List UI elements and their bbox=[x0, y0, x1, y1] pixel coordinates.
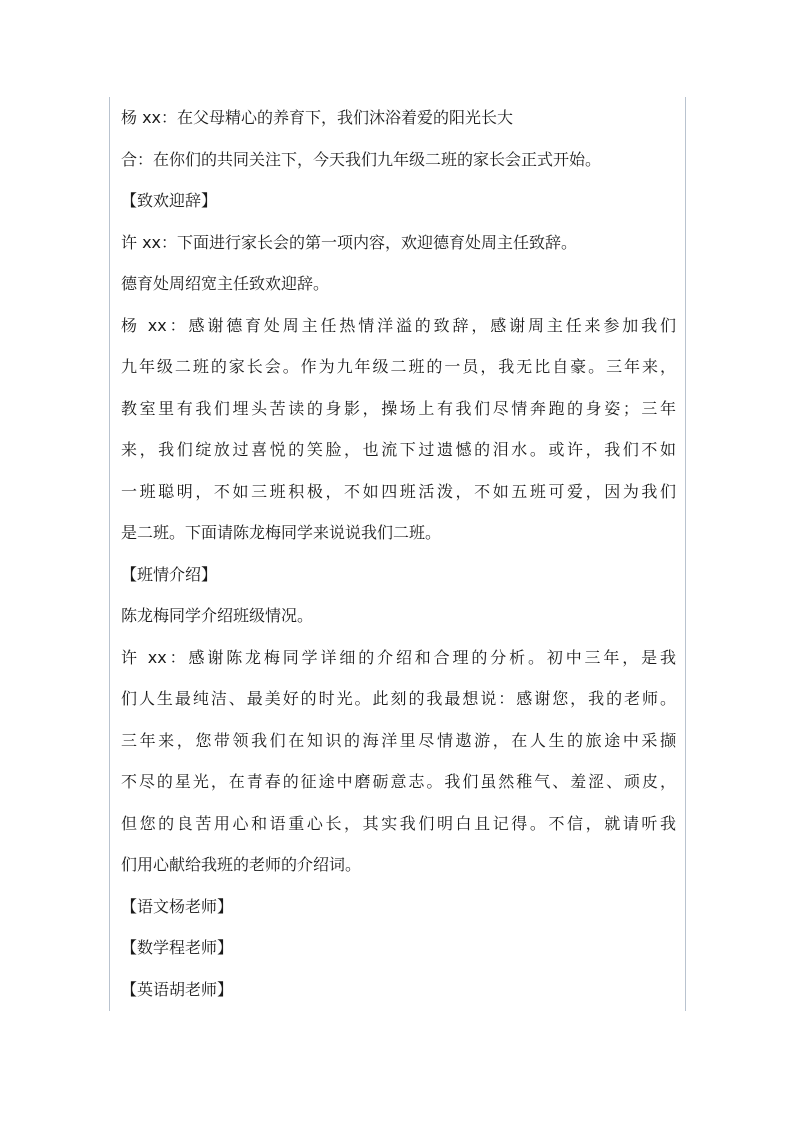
text-line: 一班聪明，不如三班积极，不如四班活泼，不如五班可爱，因为我们 bbox=[121, 481, 676, 501]
text-line: 是二班。下面请陈龙梅同学来说说我们二班。 bbox=[121, 523, 442, 542]
right-margin-rule bbox=[685, 97, 686, 1011]
text-line: 九年级二班的家长会。作为九年级二班的一员，我无比自豪。三年来， bbox=[121, 357, 676, 376]
text-line: 合：在你们的共同关注下，今天我们九年级二班的家长会正式开始。 bbox=[121, 149, 602, 169]
text-line: 杨 xx：在父母精心的养育下，我们沐浴着爱的阳光长大 bbox=[121, 108, 514, 127]
text-line: 们人生最纯洁、最美好的时光。此刻的我最想说：感谢您，我的老师。 bbox=[121, 689, 676, 708]
text-line: 三年来，您带领我们在知识的海洋里尽情遨游，在人生的旅途中采撷 bbox=[121, 730, 676, 750]
text-line: 来，我们绽放过喜悦的笑脸，也流下过遗憾的泪水。或许，我们不如 bbox=[121, 440, 676, 459]
section-heading: 【班情介绍】 bbox=[121, 564, 218, 584]
text-line: 德育处周绍宽主任致欢迎辞。 bbox=[121, 274, 330, 293]
section-heading: 【英语胡老师】 bbox=[121, 979, 234, 999]
section-heading: 【语文杨老师】 bbox=[121, 896, 234, 916]
text-line: 杨 xx：感谢德育处周主任热情洋溢的致辞，感谢周主任来参加我们 bbox=[121, 315, 676, 335]
left-margin-rule bbox=[109, 97, 110, 1011]
document-body bbox=[121, 101, 676, 1014]
text-line: 们用心献给我班的老师的介绍词。 bbox=[121, 855, 362, 874]
text-line: 但您的良苦用心和语重心长，其实我们明白且记得。不信，就请听我 bbox=[121, 813, 676, 833]
text-line: 许 xx：下面进行家长会的第一项内容，欢迎德育处周主任致辞。 bbox=[121, 232, 578, 252]
section-heading: 【致欢迎辞】 bbox=[121, 191, 218, 210]
text-line: 不尽的星光，在青春的征途中磨砺意志。我们虽然稚气、羞涩、顽皮， bbox=[121, 772, 676, 791]
text-line: 陈龙梅同学介绍班级情况。 bbox=[121, 606, 314, 625]
text-line: 许 xx：感谢陈龙梅同学详细的介绍和合理的分析。初中三年，是我 bbox=[121, 647, 676, 667]
text-line: 教室里有我们埋头苦读的身影，操场上有我们尽情奔跑的身姿；三年 bbox=[121, 398, 676, 418]
section-heading: 【数学程老师】 bbox=[121, 938, 234, 957]
